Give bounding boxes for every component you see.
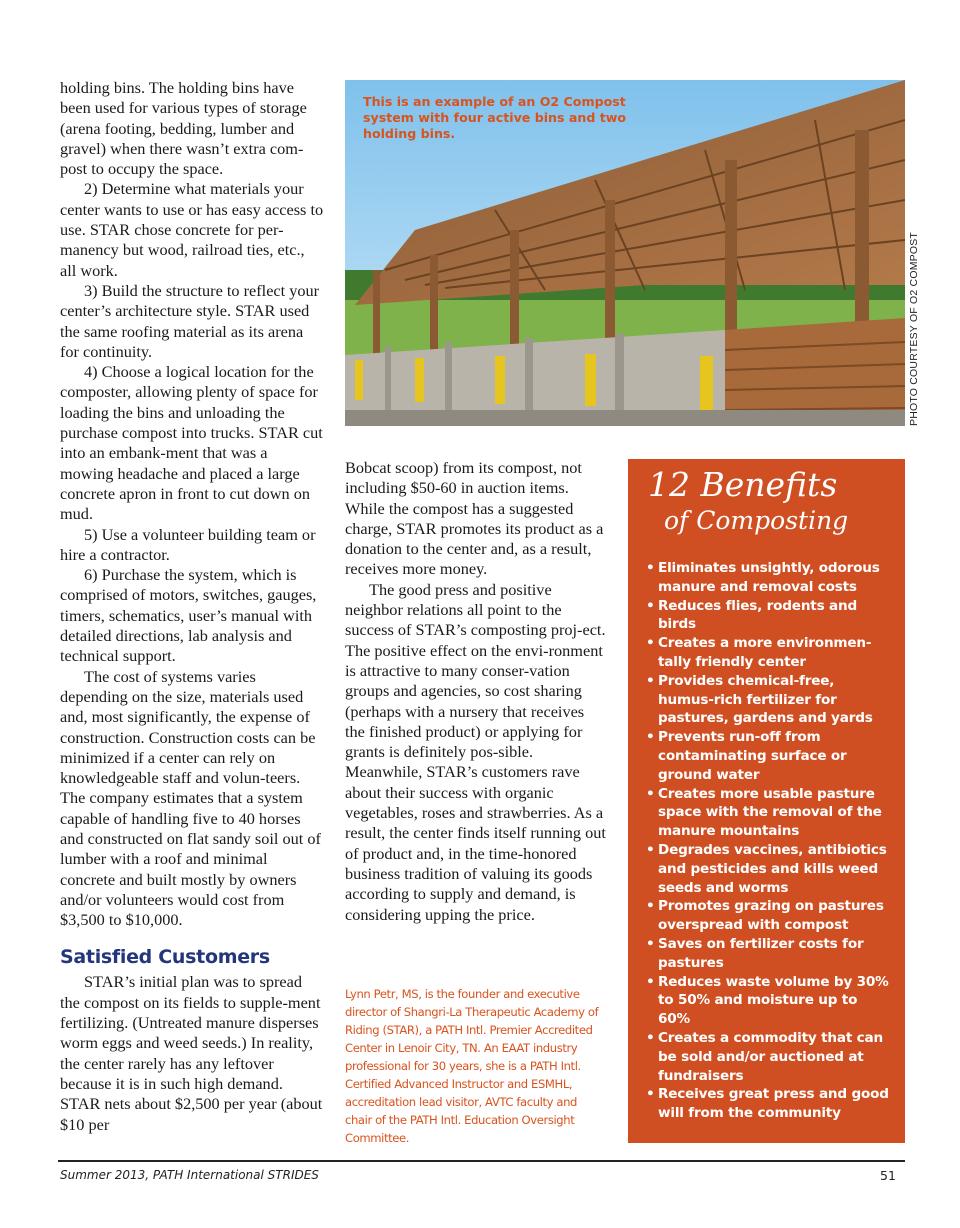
bullet-icon: • [646,635,655,652]
paragraph: 2) Determine what materials your center wants to use or has easy access to use. STAR chose concrete for per-manency but wood, railroad ties, etc., all work. [60,179,324,280]
paragraph: STAR’s initial plan was to spread the compost on its fields to supple-ment fertilizing. (Untreated manure disperses worm eggs and weed seeds.) In reality, the center rarely has any leftover because it is in such high demand. STAR nets about $2,500 per year (about $10 per [60,972,323,1134]
paragraph: 3) Build the structure to reflect your center’s architecture style. STAR used the same roofing material as its arena for continuity. [60,280,320,361]
footer-divider [58,1160,905,1162]
bullet-icon: • [646,785,655,802]
benefit-text: Provides chemical-free, humus-rich fertilizer for pastures, gardens and yards [658,672,873,727]
page-number: 51 [880,1168,896,1183]
bullet-icon: • [646,898,655,915]
bullet-icon: • [646,935,655,952]
paragraph: The good press and positive neighbor relations all point to the success of STAR’s composting proj-ect. The positive effect on the envi-ronment is attractive to many conser-vation groups and agencies, so cost sharing (perhaps with a nursery that receives the finished product) or applying for grants is definitely pos-sible. Meanwhile, STAR’s customers rave about their success with organic vegetables, roses and strawberries. As a result, the center finds itself running out of product and, in the time-honored business tradition of valuing its goods according to supply and demand, is considering upping the price. [345,579,606,924]
list-item [644,634,891,672]
bullet-icon: • [646,729,655,746]
paragraph: 6) Purchase the system, which is comprised of motors, switches, gauges, timers, schematics, user’s manual with detailed directions, lab analysis and technical support. [60,565,317,666]
bullet-icon: • [646,672,655,689]
paragraph: The cost of systems varies depending on the size, materials used and, most significantly, the expense of construction. Construction costs can be minimized if a center can rely on knowledgeable staff and volun-teers. The company estimates that a system capable of handling five to 40 horses and constructed on flat sandy soil out of lumber with a roof and minimal concrete and built mostly by owners and/or volunteers would cost from $3,500 to $10,000. [60,666,321,930]
list-item [644,897,891,935]
bullet-icon: • [646,841,655,858]
list-item [644,841,891,897]
left-column [60,78,324,1135]
benefits-sidebar [628,459,905,1143]
list-item [644,728,891,784]
list-item [644,597,891,635]
bullet-icon: • [646,1029,655,1046]
benefit-text: Receives great press and good will from the community [658,1086,889,1122]
list-item [644,973,891,1029]
compost-structure-photo [345,80,905,426]
benefit-text: Creates more usable pasture space with the removal of the manure mountains [658,785,882,840]
middle-column [345,458,607,925]
section-heading: Satisfied Customers [60,946,270,969]
list-item [644,559,891,597]
benefit-text: Promotes grazing on pastures overspread with compost [658,898,884,934]
bullet-icon: • [646,1086,655,1103]
benefit-text: Degrades vaccines, antibiotics and pesticides and kills weed seeds and worms [658,841,887,896]
list-item [644,935,891,973]
list-item [644,1029,891,1085]
paragraph: 5) Use a volunteer building team or hire a contractor. [60,524,316,564]
paragraph: holding bins. The holding bins have been used for various types of storage (arena footing, bedding, lumber and gravel) when there wasn’t extra com-post to occupy the space. [60,78,307,179]
list-item [644,785,891,841]
photo-caption: This is an example of an O2 Compost system with four active bins and two holding bins. [363,94,627,141]
photo-credit: PHOTO COURTESY OF O2 COMPOST [908,231,920,426]
paragraph: 4) Choose a logical location for the composter, allowing plenty of space for loading the bins and unloading the purchase compost into trucks. STAR cut into an embank-ment that was a mowing headache and placed a large concrete apron in front to cut down on mud. [60,362,323,524]
bullet-icon: • [646,973,655,990]
bullet-icon: • [646,597,655,614]
list-item [644,1085,891,1123]
paragraph: Bobcat scoop) from its compost, not including $50-60 in auction items. While the compost has a suggested charge, STAR promotes its product as a donation to the center and, as a result, receives more money. [345,458,604,579]
benefit-text: Creates a more environmen-tally friendly center [658,635,872,670]
benefits-list [644,559,891,1123]
sidebar-subtitle: of Composting [664,506,849,535]
publication-footer: Summer 2013, PATH International STRIDES [60,1168,319,1182]
list-item [644,672,891,728]
author-bio: Lynn Petr, MS, is the founder and executive director of Shangri-La Therapeutic Academy of Riding (STAR), a PATH Intl. Premier Accredited Center in Lenoir City, TN. An EAAT industry professional for 30 years, she is a PATH Intl. Certified Advanced Instructor and ESMHL, accreditation lead visitor, AVTC faculty and chair of the PATH Intl. Education Oversight Committee. [345,987,599,1145]
benefit-text: Reduces waste volume by 30% to 50% and moisture up to 60% [658,973,889,1028]
benefit-text: Creates a commodity that can be sold and/or auctioned at fundraisers [658,1029,883,1084]
benefit-text: Reduces flies, rodents and birds [658,597,858,633]
sidebar-title: 12 Benefits [648,465,838,504]
benefit-text: Saves on fertilizer costs for pastures [658,935,864,971]
benefit-text: Prevents run-off from contaminating surface or ground water [658,729,847,783]
bullet-icon: • [646,560,655,576]
benefit-text: Eliminates unsightly, odorous manure and removal costs [658,560,880,595]
